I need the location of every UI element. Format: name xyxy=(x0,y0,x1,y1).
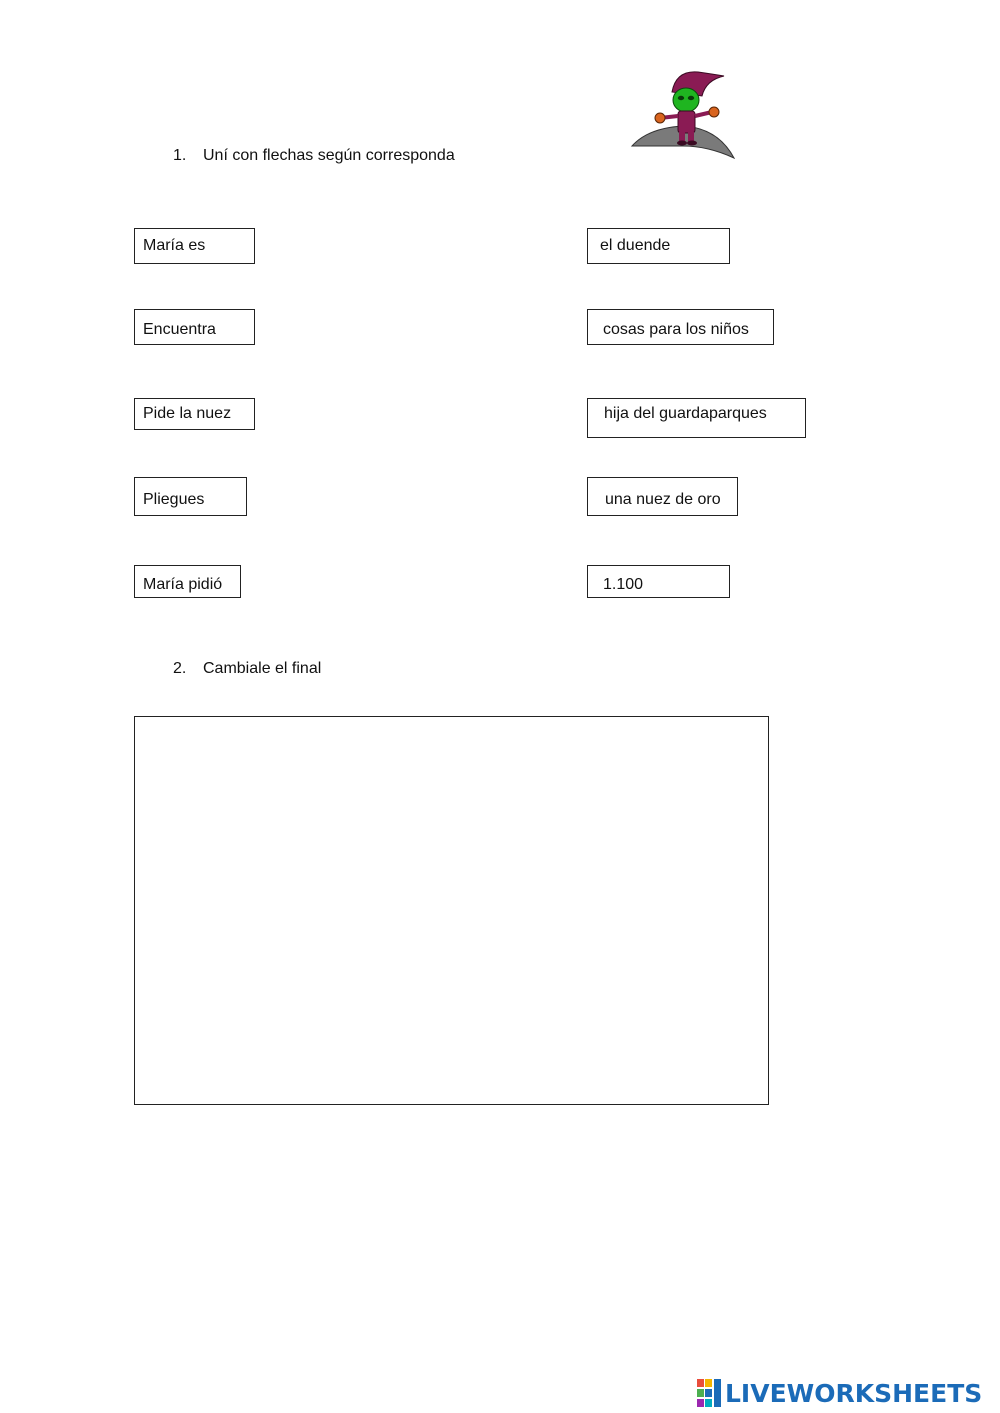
question-1-text: Uní con flechas según corresponda xyxy=(203,147,455,164)
question-2 xyxy=(173,660,321,678)
right-item-una-nuez-de-oro[interactable]: una nuez de oro xyxy=(587,477,738,516)
right-item-1100[interactable]: 1.100 xyxy=(587,565,730,598)
question-2-text: Cambiale el final xyxy=(203,660,322,677)
left-item-encuentra[interactable]: Encuentra xyxy=(134,309,255,345)
question-2-number: 2. xyxy=(173,660,187,677)
left-item-maria-es[interactable]: María es xyxy=(134,228,255,264)
liveworksheets-logo xyxy=(697,1378,982,1408)
left-item-pide-la-nuez[interactable]: Pide la nuez xyxy=(134,398,255,430)
right-item-hija-del-guardaparques[interactable]: hija del guardaparques xyxy=(587,398,806,438)
right-item-el-duende[interactable]: el duende xyxy=(587,228,730,264)
question-1 xyxy=(173,147,455,165)
gnome-illustration-icon xyxy=(628,66,738,160)
liveworksheets-logo-icon xyxy=(697,1379,721,1407)
question-1-number: 1. xyxy=(173,147,187,164)
liveworksheets-brand-text: LIVEWORKSHEETS xyxy=(725,1378,983,1408)
answer-text-area[interactable] xyxy=(134,716,769,1105)
right-item-cosas-para-los-ninos[interactable]: cosas para los niños xyxy=(587,309,774,345)
left-item-pliegues[interactable]: Pliegues xyxy=(134,477,247,516)
left-item-maria-pidio[interactable]: María pidió xyxy=(134,565,241,598)
